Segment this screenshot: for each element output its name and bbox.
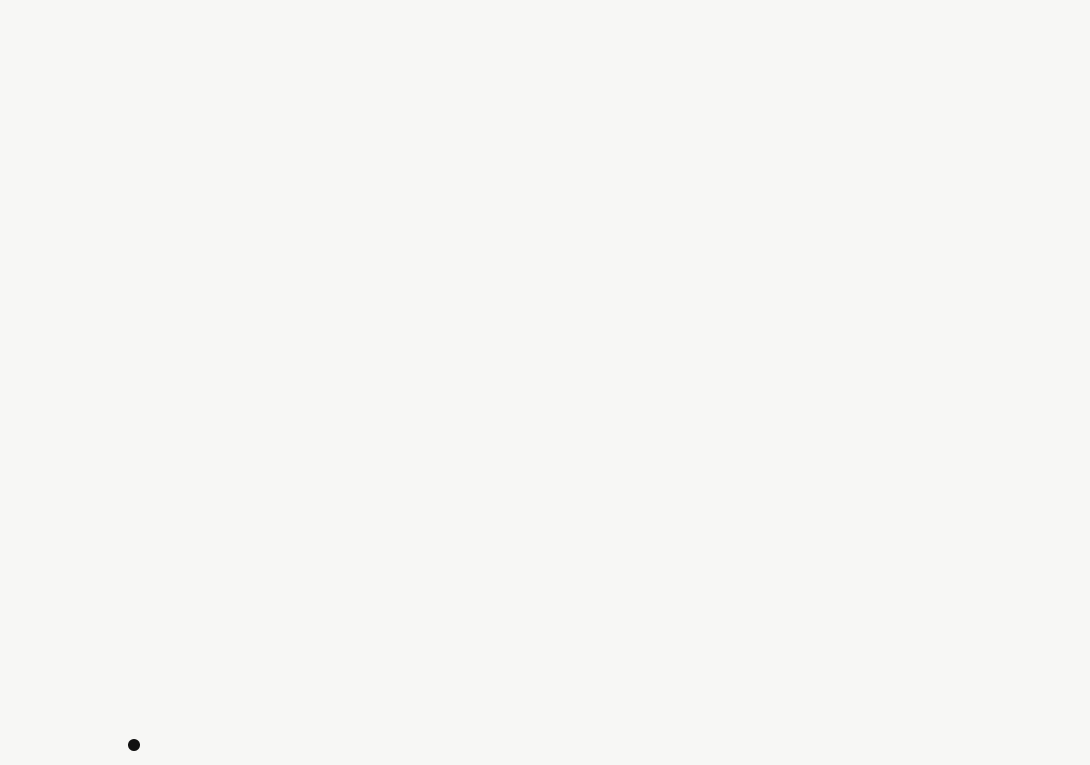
col-bedrijfsleiders-header (445, 156, 517, 194)
col-arbeiders-header (522, 156, 622, 194)
printer-logo-icon (128, 739, 140, 751)
col-medewerkende-header (624, 156, 696, 194)
col-employes-header (699, 156, 775, 194)
col-opmerkingen-header (888, 150, 1048, 164)
col-zelfstandige-header (183, 156, 251, 194)
col-directeuren-header (370, 156, 442, 194)
print-footer (128, 739, 144, 751)
col-opmerkingen-sub (896, 165, 1040, 187)
col-totaal-header (777, 138, 885, 182)
col-medew-header (328, 156, 368, 194)
positie-header (183, 137, 813, 151)
col-kleine-header (253, 156, 327, 194)
